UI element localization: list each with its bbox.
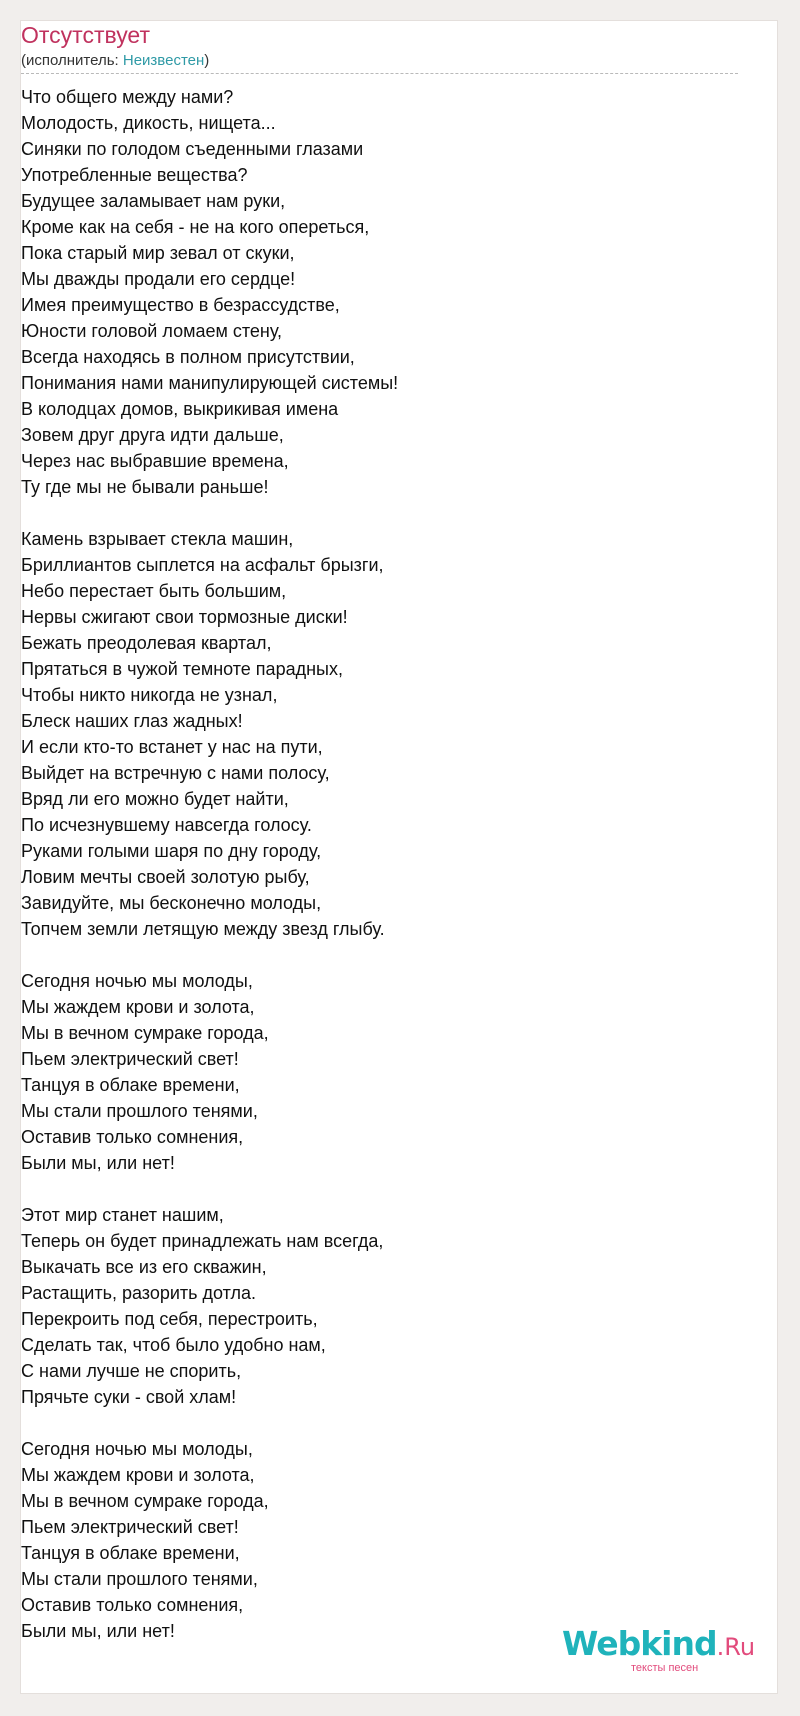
lyrics-line: Этот мир станет нашим,	[21, 1205, 224, 1225]
lyrics-line: Понимания нами манипулирующей системы!	[21, 373, 399, 393]
lyrics-line: По исчезнувшему навсегда голосу.	[21, 815, 312, 835]
lyrics-line: Бриллиантов сыплется на асфальт брызги,	[21, 555, 384, 575]
lyrics-line: Перекроить под себя, перестроить,	[21, 1309, 318, 1329]
lyrics-line: Всегда находясь в полном присутствии,	[21, 347, 355, 367]
lyrics-line: Оставив только сомнения,	[21, 1595, 244, 1615]
lyrics-line: Имея преимущество в безрассудстве,	[21, 295, 340, 315]
lyrics-line: С нами лучше не спорить,	[21, 1361, 242, 1381]
lyrics-line: Оставив только сомнения,	[21, 1127, 244, 1147]
lyrics-line: Танцуя в облаке времени,	[21, 1543, 240, 1563]
lyrics-stanza	[21, 526, 721, 942]
lyrics-line: Топчем земли летящую между звезд глыбу.	[21, 919, 385, 939]
artist-line	[21, 52, 209, 70]
lyrics-line: Мы дважды продали его сердце!	[21, 269, 296, 289]
lyrics-line: Руками голыми шаря по дну городу,	[21, 841, 322, 861]
lyrics-line: Сделать так, чтоб было удобно нам,	[21, 1335, 326, 1355]
lyrics-line: Через нас выбравшие времена,	[21, 451, 289, 471]
lyrics-line: Мы жаждем крови и золота,	[21, 997, 255, 1017]
lyrics-line: Пьем электрический свет!	[21, 1049, 239, 1069]
lyrics-line: Блеск наших глаз жадных!	[21, 711, 243, 731]
lyrics-line: И если кто-то встанет у нас на пути,	[21, 737, 323, 757]
lyrics-line: Вряд ли его можно будет найти,	[21, 789, 289, 809]
lyrics-line: Были мы, или нет!	[21, 1621, 175, 1641]
lyrics-stanza	[21, 84, 721, 500]
lyrics-line: Выйдет на встречную с нами полосу,	[21, 763, 330, 783]
lyrics-line: Юности головой ломаем стену,	[21, 321, 283, 341]
logo-wordmark	[562, 1625, 755, 1666]
lyrics-line: Зовем друг друга идти дальше,	[21, 425, 284, 445]
lyrics-line: Сегодня ночью мы молоды,	[21, 971, 253, 991]
lyrics-line: Сегодня ночью мы молоды,	[21, 1439, 253, 1459]
lyrics-text	[21, 84, 721, 1670]
lyrics-line: Танцуя в облаке времени,	[21, 1075, 240, 1095]
lyrics-line: В колодцах домов, выкрикивая имена	[21, 399, 339, 419]
artist-link[interactable]: Неизвестен	[122, 52, 205, 69]
lyrics-line: Чтобы никто никогда не узнал,	[21, 685, 278, 705]
lyrics-line: Бежать преодолевая квартал,	[21, 633, 272, 653]
lyrics-line: Кроме как на себя - не на кого опереться,	[21, 217, 370, 237]
lyrics-stanza	[21, 968, 721, 1176]
artist-suffix: )	[204, 52, 210, 69]
lyrics-line: Что общего между нами?	[21, 87, 234, 107]
lyrics-line: Теперь он будет принадлежать нам всегда,	[21, 1231, 384, 1251]
lyrics-line: Синяки по голодом съеденными глазами	[21, 139, 364, 159]
lyrics-line: Небо перестает быть большим,	[21, 581, 287, 601]
lyrics-line: Мы жаждем крови и золота,	[21, 1465, 255, 1485]
lyrics-line: Мы стали прошлого тенями,	[21, 1569, 258, 1589]
lyrics-line: Растащить, разорить дотла.	[21, 1283, 257, 1303]
lyrics-line: Прячьте суки - свой хлам!	[21, 1387, 237, 1407]
lyrics-line: Мы в вечном сумраке города,	[21, 1023, 269, 1043]
logo-main-text: Webkind	[562, 1624, 717, 1663]
lyrics-line: Ловим мечты своей золотую рыбу,	[21, 867, 310, 887]
lyrics-line: Пьем электрический свет!	[21, 1517, 239, 1537]
lyrics-stanza	[21, 1202, 721, 1410]
lyrics-stanza	[21, 1436, 721, 1644]
lyrics-line: Молодость, дикость, нищета...	[21, 113, 276, 133]
lyrics-line: Нервы сжигают свои тормозные диски!	[21, 607, 348, 627]
lyrics-line: Мы в вечном сумраке города,	[21, 1491, 269, 1511]
logo-tld-text: .Ru	[716, 1633, 756, 1661]
artist-prefix: (исполнитель:	[21, 52, 123, 69]
song-title: Отсутствует	[21, 22, 150, 48]
lyrics-line: Были мы, или нет!	[21, 1153, 175, 1173]
lyrics-line: Выкачать все из его скважин,	[21, 1257, 267, 1277]
logo-tagline: тексты песен	[631, 1662, 699, 1674]
lyrics-line: Мы стали прошлого тенями,	[21, 1101, 258, 1121]
lyrics-line: Ту где мы не бывали раньше!	[21, 477, 269, 497]
lyrics-line: Завидуйте, мы бесконечно молоды,	[21, 893, 322, 913]
webkind-logo[interactable]	[562, 1624, 756, 1677]
lyrics-line: Употребленные вещества?	[21, 165, 248, 185]
lyrics-line: Будущее заламывает нам руки,	[21, 191, 286, 211]
title-divider	[21, 73, 738, 74]
lyrics-line: Пока старый мир зевал от скуки,	[21, 243, 295, 263]
lyrics-line: Прятаться в чужой темноте парадных,	[21, 659, 343, 679]
lyrics-line: Камень взрывает стекла машин,	[21, 529, 294, 549]
